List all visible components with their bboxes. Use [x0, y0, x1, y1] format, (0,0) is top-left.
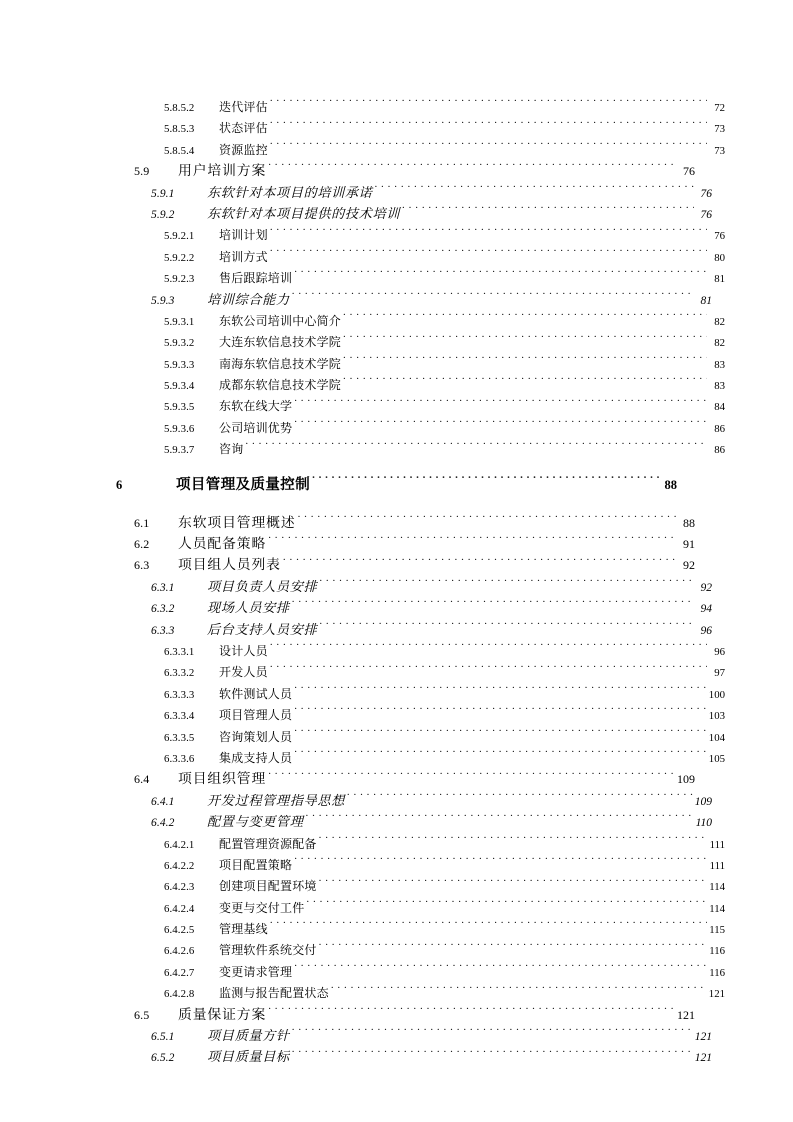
toc-entry-page-number: 88 — [664, 477, 677, 492]
toc-entry[interactable] — [116, 245, 725, 266]
toc-dot-leader — [268, 1003, 676, 1019]
toc-dot-leader — [268, 767, 676, 783]
toc-entry-page-number: 76 — [700, 187, 712, 200]
toc-dot-leader — [294, 394, 707, 410]
toc-dot-leader — [270, 639, 707, 655]
toc-entry[interactable] — [116, 202, 712, 223]
toc-entry-page-number: 76 — [700, 208, 712, 221]
toc-entry[interactable] — [116, 1024, 712, 1045]
toc-dot-leader — [319, 832, 707, 848]
toc-dot-leader — [306, 896, 707, 912]
toc-entry-page-number: 82 — [714, 337, 725, 350]
toc-entry-number: 6.4.2 — [151, 817, 175, 830]
toc-entry-page-number: 82 — [714, 315, 725, 328]
toc-entry-title: 培训方式 — [219, 249, 268, 264]
toc-dot-leader — [268, 532, 677, 548]
toc-entry[interactable] — [116, 437, 725, 458]
toc-entry[interactable] — [116, 960, 725, 981]
toc-entry-title: 质量保证方案 — [178, 1006, 267, 1022]
toc-entry-page-number: 84 — [714, 401, 725, 414]
toc-entry-title: 东软项目管理概述 — [178, 514, 296, 530]
toc-entry[interactable] — [116, 660, 725, 681]
toc-entry-title: 成都东软信息技术学院 — [219, 378, 342, 393]
toc-entry-number: 5.9.3.5 — [164, 401, 195, 414]
toc-entry-title: 东软针对本项目提供的技术培训 — [207, 205, 401, 221]
toc-entry[interactable] — [116, 853, 725, 874]
toc-entry-page-number: 121 — [694, 1052, 712, 1065]
toc-entry-number: 6.4.2.6 — [164, 945, 195, 958]
toc-dot-leader — [319, 575, 694, 591]
toc-dot-leader — [292, 596, 694, 612]
toc-dot-leader — [294, 416, 707, 432]
toc-entry-page-number: 73 — [714, 144, 725, 157]
toc-entry[interactable] — [116, 159, 695, 180]
toc-entry[interactable] — [116, 330, 725, 351]
toc-entry-page-number: 92 — [683, 558, 695, 573]
toc-entry-page-number: 111 — [709, 838, 725, 851]
toc-entry-title: 软件测试人员 — [219, 686, 293, 701]
toc-entry-page-number: 104 — [708, 731, 725, 744]
toc-entry-page-number: 109 — [677, 772, 695, 787]
toc-entry-page-number: 100 — [708, 688, 725, 701]
toc-entry-page-number: 80 — [714, 251, 725, 264]
toc-entry-page-number: 97 — [714, 667, 725, 680]
toc-entry-number: 5.9.3.2 — [164, 337, 195, 350]
toc-dot-leader — [270, 223, 707, 239]
toc-entry-page-number: 86 — [714, 444, 725, 457]
toc-entry-page-number: 114 — [709, 881, 725, 894]
toc-entry-title: 人员配备策略 — [178, 536, 267, 552]
toc-entry-title: 项目管理及质量控制 — [176, 476, 311, 493]
toc-entry-page-number: 111 — [709, 859, 725, 872]
toc-entry-number: 6.4.1 — [151, 795, 175, 808]
toc-dot-leader — [331, 981, 707, 997]
toc-entry-page-number: 83 — [714, 358, 725, 371]
toc-dot-leader — [374, 181, 694, 197]
toc-dot-leader — [270, 95, 707, 111]
toc-entry-number: 6.4.2.4 — [164, 902, 195, 915]
toc-entry[interactable] — [116, 810, 712, 831]
toc-entry-number: 6.4 — [134, 772, 150, 787]
toc-dot-leader — [270, 917, 707, 933]
toc-dot-leader — [294, 725, 707, 741]
toc-entry-number: 5.8.5.3 — [164, 123, 195, 136]
toc-entry-page-number: 76 — [714, 230, 725, 243]
toc-dot-leader — [298, 511, 677, 527]
toc-entry[interactable] — [116, 416, 725, 437]
toc-entry-title: 南海东软信息技术学院 — [219, 356, 342, 371]
toc-entry[interactable] — [116, 618, 712, 639]
toc-entry[interactable] — [116, 896, 725, 917]
toc-entry[interactable] — [116, 938, 725, 959]
toc-entry-number: 5.9.3.6 — [164, 422, 195, 435]
toc-entry-number: 6.3.1 — [151, 581, 175, 594]
toc-dot-leader — [343, 373, 707, 389]
toc-entry[interactable] — [116, 138, 725, 159]
toc-entry-title: 配置与变更管理 — [207, 814, 304, 830]
toc-entry[interactable] — [116, 473, 677, 497]
toc-dot-leader — [294, 746, 707, 762]
toc-entry-number: 6.1 — [134, 515, 150, 530]
toc-entry-page-number: 96 — [700, 624, 712, 637]
toc-entry-number: 6.3.3.3 — [164, 688, 195, 701]
toc-entry-number: 5.9.3 — [151, 294, 175, 307]
toc-dot-leader — [292, 288, 694, 304]
toc-entry-page-number: 92 — [700, 581, 712, 594]
toc-entry-title: 咨询策划人员 — [219, 729, 293, 744]
toc-entry[interactable] — [116, 575, 712, 596]
toc-entry-title: 项目质量目标 — [207, 1049, 290, 1065]
toc-entry-number: 6.5.2 — [151, 1052, 175, 1065]
toc-entry-number: 6 — [116, 477, 123, 492]
toc-dot-leader — [270, 116, 707, 132]
toc-entry-title: 管理软件系统交付 — [219, 943, 317, 958]
toc-entry-page-number: 96 — [714, 645, 725, 658]
toc-entry-page-number: 81 — [714, 273, 725, 286]
toc-dot-leader — [270, 660, 707, 676]
toc-entry-number: 6.3.3.1 — [164, 645, 195, 658]
toc-entry-number: 5.8.5.4 — [164, 144, 195, 157]
toc-entry-number: 6.3.3.6 — [164, 752, 195, 765]
toc-entry-page-number: 91 — [683, 537, 695, 552]
toc-entry-number: 6.3.3 — [151, 624, 175, 637]
toc-entry-title: 东软公司培训中心简介 — [219, 313, 342, 328]
toc-entry-title: 迭代评估 — [219, 100, 268, 114]
toc-dot-leader — [245, 437, 707, 453]
toc-entry-page-number: 116 — [709, 945, 725, 958]
toc-entry-title: 设计人员 — [219, 643, 268, 658]
toc-entry-number: 5.9.2 — [151, 208, 175, 221]
toc-dot-leader — [306, 810, 694, 826]
toc-entry-title: 东软针对本项目的培训承诺 — [207, 184, 373, 200]
toc-dot-leader — [319, 874, 707, 890]
toc-entry-number: 6.3.2 — [151, 603, 175, 616]
toc-entry-title: 用户培训方案 — [178, 163, 267, 179]
toc-dot-leader — [270, 245, 707, 261]
toc-entry-page-number: 121 — [694, 1031, 712, 1044]
toc-entry-number: 6.5.1 — [151, 1031, 175, 1044]
toc-dot-leader — [343, 352, 707, 368]
toc-entry[interactable] — [116, 767, 695, 788]
toc-entry-title: 集成支持人员 — [219, 750, 293, 765]
toc-entry[interactable] — [116, 288, 712, 309]
toc-entry-page-number: 116 — [709, 966, 725, 979]
toc-dot-leader — [268, 159, 677, 175]
toc-entry[interactable] — [116, 874, 725, 895]
toc-entry[interactable] — [116, 511, 695, 532]
toc-entry-title: 培训计划 — [219, 228, 268, 243]
toc-entry[interactable] — [116, 352, 725, 373]
toc-entry[interactable] — [116, 181, 712, 202]
toc-entry-title: 开发人员 — [219, 665, 268, 680]
toc-entry-number: 6.5 — [134, 1007, 150, 1022]
toc-entry[interactable] — [116, 1045, 712, 1066]
toc-entry-page-number: 73 — [714, 123, 725, 136]
toc-entry-title: 培训综合能力 — [207, 291, 290, 307]
toc-entry[interactable] — [116, 917, 725, 938]
toc-entry[interactable] — [116, 553, 695, 574]
table-of-contents — [116, 95, 725, 1067]
toc-entry[interactable] — [116, 725, 725, 746]
toc-entry-title: 配置管理资源配备 — [219, 836, 317, 851]
toc-entry-page-number: 76 — [683, 164, 695, 179]
toc-entry-number: 6.4.2.7 — [164, 966, 195, 979]
toc-entry-number: 5.9.1 — [151, 187, 175, 200]
toc-entry-number: 5.9.2.1 — [164, 230, 195, 243]
toc-entry-page-number: 109 — [694, 795, 712, 808]
toc-entry-title: 大连东软信息技术学院 — [219, 335, 342, 350]
toc-entry[interactable] — [116, 309, 725, 330]
toc-dot-leader — [343, 309, 707, 325]
toc-dot-leader — [319, 938, 707, 954]
toc-entry-number: 6.3.3.5 — [164, 731, 195, 744]
toc-entry-number: 5.9 — [134, 164, 150, 179]
toc-dot-leader — [294, 266, 707, 282]
toc-entry-title: 项目组人员列表 — [178, 557, 281, 573]
toc-dot-leader — [292, 1024, 694, 1040]
toc-entry[interactable] — [116, 746, 725, 767]
toc-entry-title: 公司培训优势 — [219, 420, 293, 435]
toc-entry[interactable] — [116, 394, 725, 415]
toc-entry-title: 后台支持人员安排 — [207, 621, 318, 637]
toc-entry-number: 6.4.2.1 — [164, 838, 195, 851]
toc-dot-leader — [292, 1045, 694, 1061]
toc-entry-number: 5.9.3.1 — [164, 315, 195, 328]
toc-entry-title: 现场人员安排 — [207, 600, 290, 616]
toc-entry[interactable] — [116, 116, 725, 137]
toc-entry[interactable] — [116, 95, 725, 116]
toc-entry[interactable] — [116, 703, 725, 724]
toc-dot-leader — [347, 789, 694, 805]
toc-entry[interactable] — [116, 789, 712, 810]
toc-entry-page-number: 72 — [714, 102, 725, 114]
toc-entry-title: 状态评估 — [219, 121, 268, 136]
toc-dot-leader — [270, 138, 707, 154]
toc-entry-number: 6.4.2.3 — [164, 881, 195, 894]
toc-entry-title: 创建项目配置环境 — [219, 879, 317, 894]
toc-entry-title: 变更请求管理 — [219, 964, 293, 979]
toc-entry-number: 5.8.5.2 — [164, 102, 195, 114]
toc-entry-page-number: 86 — [714, 422, 725, 435]
toc-entry[interactable] — [116, 596, 712, 617]
toc-dot-leader — [294, 682, 707, 698]
toc-entry-title: 资源监控 — [219, 142, 268, 157]
toc-entry-page-number: 114 — [709, 902, 725, 915]
toc-entry-page-number: 110 — [695, 817, 712, 830]
toc-entry-number: 6.3.3.4 — [164, 710, 195, 723]
toc-entry-title: 项目组织管理 — [178, 771, 267, 787]
toc-entry-number: 5.9.3.3 — [164, 358, 195, 371]
toc-entry-page-number: 83 — [714, 380, 725, 393]
toc-dot-leader — [294, 960, 707, 976]
toc-entry-title: 监测与报告配置状态 — [219, 986, 329, 1001]
toc-dot-leader — [283, 553, 677, 569]
toc-entry-number: 6.3 — [134, 558, 150, 573]
toc-entry[interactable] — [116, 981, 725, 1002]
toc-entry-title: 开发过程管理指导思想 — [207, 792, 345, 808]
toc-entry-title: 变更与交付工件 — [219, 900, 305, 915]
toc-entry-title: 项目配置策略 — [219, 857, 293, 872]
toc-entry-title: 售后跟踪培训 — [219, 271, 293, 286]
toc-entry-title: 咨询 — [219, 442, 244, 457]
toc-entry-number: 6.3.3.2 — [164, 667, 195, 680]
toc-entry-title: 项目管理人员 — [219, 708, 293, 723]
toc-dot-leader — [294, 703, 707, 719]
toc-entry-number: 5.9.3.7 — [164, 444, 195, 457]
toc-entry-page-number: 121 — [708, 988, 725, 1001]
toc-entry-page-number: 88 — [683, 515, 695, 530]
toc-entry-number: 6.2 — [134, 537, 150, 552]
toc-entry-page-number: 81 — [700, 294, 712, 307]
toc-entry-page-number: 94 — [700, 603, 712, 616]
toc-entry[interactable] — [116, 832, 725, 853]
toc-entry-number: 6.4.2.8 — [164, 988, 195, 1001]
toc-entry[interactable] — [116, 532, 695, 553]
toc-entry-page-number: 103 — [708, 710, 725, 723]
toc-entry-number: 5.9.2.3 — [164, 273, 195, 286]
toc-entry-title: 管理基线 — [219, 922, 268, 937]
toc-entry-page-number: 115 — [709, 924, 725, 937]
toc-entry-title: 项目负责人员安排 — [207, 578, 318, 594]
toc-entry-page-number: 121 — [677, 1007, 695, 1022]
toc-dot-leader — [343, 330, 707, 346]
toc-entry-number: 5.9.2.2 — [164, 251, 195, 264]
toc-entry-page-number: 105 — [708, 752, 725, 765]
toc-entry-number: 6.4.2.2 — [164, 859, 195, 872]
toc-entry[interactable] — [116, 266, 725, 287]
toc-entry-title: 东软在线大学 — [219, 399, 293, 414]
toc-dot-leader — [319, 618, 694, 634]
toc-entry-number: 6.4.2.5 — [164, 924, 195, 937]
toc-dot-leader — [294, 853, 707, 869]
toc-entry[interactable] — [116, 639, 725, 660]
toc-dot-leader — [312, 473, 659, 489]
toc-entry[interactable] — [116, 373, 725, 394]
toc-dot-leader — [402, 202, 694, 218]
toc-entry[interactable] — [116, 682, 725, 703]
toc-entry[interactable] — [116, 1003, 695, 1024]
toc-entry-number: 5.9.3.4 — [164, 380, 195, 393]
toc-entry[interactable] — [116, 223, 725, 244]
toc-entry-title: 项目质量方针 — [207, 1028, 290, 1044]
